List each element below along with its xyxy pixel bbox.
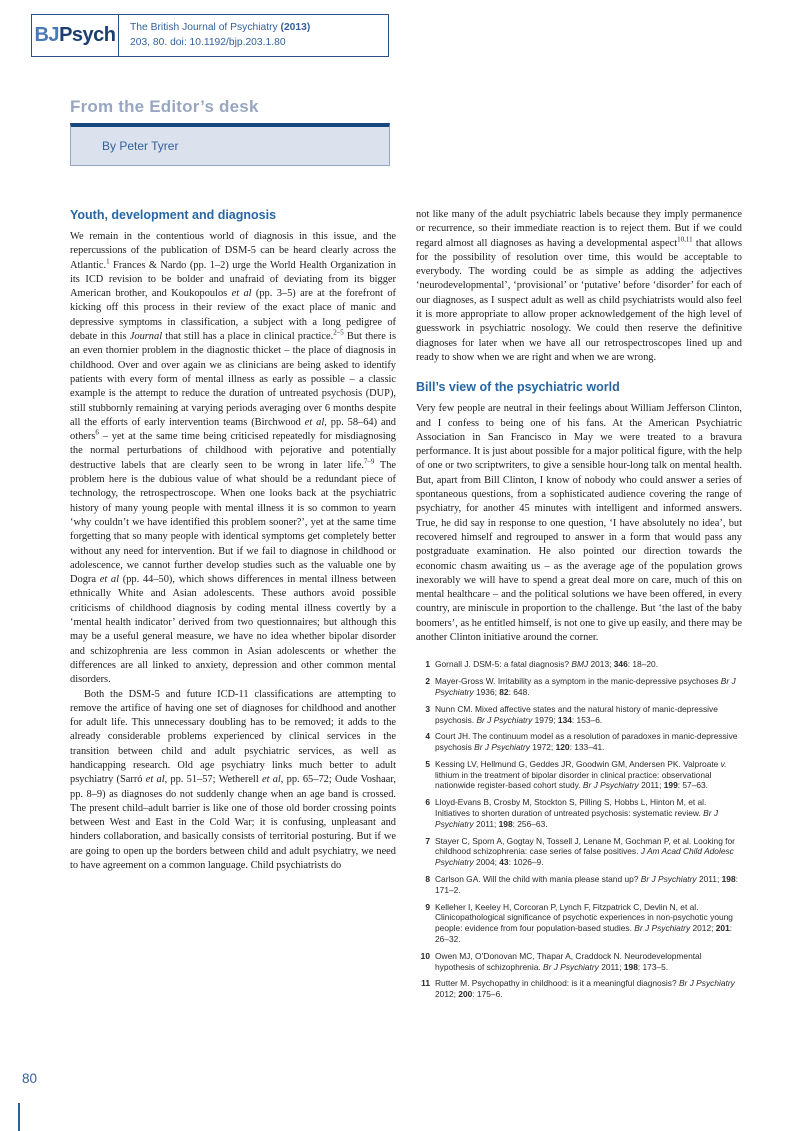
reference-item bbox=[416, 978, 742, 1000]
reference-text: Carlson GA. Will the child with mania please stand up? Br J Psychiatry 2011; 198: 171–2. bbox=[435, 874, 738, 895]
reference-number: 8 bbox=[425, 874, 430, 885]
reference-number: 4 bbox=[425, 731, 430, 742]
section-heading-bill: Bill’s view of the psychiatric world bbox=[416, 380, 620, 395]
reference-number: 7 bbox=[425, 835, 430, 846]
journal-header bbox=[31, 14, 389, 57]
journal-doi-line: 203, 80. doi: 10.1192/bjp.203.1.80 bbox=[130, 37, 286, 48]
reference-number: 6 bbox=[425, 797, 430, 808]
right-column bbox=[416, 208, 742, 1006]
bjpsych-logo bbox=[32, 15, 119, 56]
journal-citation bbox=[119, 15, 388, 56]
reference-text: Nunn CM. Mixed affective states and the natural history of manic-depressive psychosis. Br J Psychiatry 1979; 134: 153–6. bbox=[435, 703, 718, 725]
reference-number: 10 bbox=[420, 950, 430, 961]
page-number: 80 bbox=[22, 1071, 38, 1086]
reference-item bbox=[416, 836, 742, 868]
references-list bbox=[416, 659, 742, 1000]
reference-text: Rutter M. Psychopathy in childhood: is it a meaningful diagnosis? Br J Psychiatry 2012; 200: 175–6. bbox=[435, 978, 735, 1000]
paragraph-bill: Very few people are neutral in their feelings about William Jefferson Clinton, and I confess to being one of his fans. At the American Psychiatric Association in San Francisco in May we were treated to a bravura performance. It is just about possible for a major political figure, with the help of one or two scriptwriters, to give a sensible hour-long talk on mental health. But, apart from Bill Clinton, I know of nobody who could answer a series of spontaneous questions, from a sophisticated audience covering the range of psychiatry, for another 45 minutes with intelligent and informed answers. True, he did say in response to one question, ‘I have absolutely no idea’, but recovered himself and regrouped to answer in a form that would pass any postgraduate examination. He also pointed our direction towards the economic chasm awaiting us – as the average age of the population grows inexorably we will have to spend a great deal more on care, much of this on mental healthcare – and the political solutions we have been offered, in every country, are miniscule in proportion to the challenge. But ‘the last of the baby boomers’, as he entitled himself, is not one to give up easily, and there may be another Clinton initiative around the corner. bbox=[416, 403, 742, 644]
paragraph-youth-2-continued: not like many of the adult psychiatric labels because they imply permanence or recurrence, so their immediate reaction is to reject them. But if we could regard almost all diagnoses as having a developmental aspect$^{10,11}$ that allows for the possibility of resolution over time, this would be acceptable to everybody. The wording could be as simple as adding the adjectives ‘neurodevelopmental’, ‘provisional’ or ‘putative’ before ‘disorder’ for each of our diagnoses, as I suspect adult as well as child psychiatrists would also feel it is more appropriate to allow proper acknowledgement of the high level of guesswork in psychiatric nosology. We could then reserve the definitive diagnoses for later when we have all our retrospectroscopes lined up and ready to show when we are right and when we are wrong. bbox=[416, 209, 742, 363]
byline-box bbox=[70, 123, 390, 166]
reference-item bbox=[416, 902, 742, 945]
article-body bbox=[70, 208, 742, 1006]
reference-text: Court JH. The continuum model as a resolution of paradoxes in manic-depressive psychosis Br J Psychiatry 1972; 120: 133–41. bbox=[435, 731, 738, 753]
reference-item bbox=[416, 731, 742, 753]
reference-text: Lloyd-Evans B, Crosby M, Stockton S, Pilling S, Hobbs L, Hinton M, et al. Initiatives to shorten duration of untreated psychosis: systematic review. Br J Psychiatry 2011; 198: 256–63. bbox=[435, 797, 719, 829]
reference-text: Kessing LV, Hellmund G, Geddes JR, Goodwin GM, Andersen PK. Valproate v. lithium in the treatment of bipolar disorder in clinical practice: observational nationwide register-based cohort study. Br J Psychiatry 2011; 199: 57–63. bbox=[435, 758, 727, 791]
reference-item bbox=[416, 797, 742, 829]
page-title: From the Editor’s desk bbox=[70, 97, 259, 116]
reference-item bbox=[416, 704, 742, 726]
reference-text: Owen MJ, O’Donovan MC, Thapar A, Craddock N. Neurodevelopmental hypothesis of schizophrenia. Br J Psychiatry 2011; 198: 173–5. bbox=[435, 950, 702, 972]
reference-item bbox=[416, 759, 742, 791]
reference-text: Gornall J. DSM-5: a fatal diagnosis? BMJ 2013; 346: 18–20. bbox=[435, 659, 659, 670]
journal-year: (2013) bbox=[280, 22, 311, 33]
reference-number: 9 bbox=[425, 901, 430, 912]
reference-number: 1 bbox=[425, 659, 430, 670]
journal-title-line bbox=[130, 20, 378, 35]
journal-title-text: The British Journal of Psychiatry bbox=[130, 22, 281, 33]
reference-item bbox=[416, 874, 742, 896]
paragraph-youth-2: Both the DSM-5 and future ICD-11 classifications are attempting to remove the artifice of having one set of diagnoses for childhood and another for adult life. This unnecessary doubling has to be removed; it adds to the already considerable problems experienced by clinical services in the transition between child and adult psychiatric services, as well as handicapping research. Old age psychiatry links much better to adult psychiatry (Sarró et al, pp. 51–57; Wetherell et al, pp. 65–72; Oude Voshaar, pp. 8–9) as diagnoses do not suddenly change when an age band is crossed. The present child–adult barrier is like one of those old border crossing points between West and East in the Cold War; it is confusing, unpleasant and hinders collaboration, and basically consists of territorial posturing. But if we are going to open up the borders between child and adult psychiatry, we need to have agreement on a common language. Child psychiatrists do bbox=[70, 688, 396, 872]
left-column bbox=[70, 208, 396, 1006]
reference-item bbox=[416, 951, 742, 973]
byline: By Peter Tyrer bbox=[102, 139, 179, 153]
reference-text: Mayer-Gross W. Irritability as a symptom in the manic-depressive psychoses Br J Psychiatry 1936; 82: 648. bbox=[435, 676, 736, 697]
paragraph-youth-1: We remain in the contentious world of diagnosis in this issue, and the repercussions of the publication of DSM-5 can be heard clearly across the Atlantic.$^1$ Frances & Nardo (pp. 1–2) urge the World Health Organization in its ICD revision to be bolder and unafraid of deviating from its bigger American brother, and Koukopoulos et al (pp. 3–5) are at the forefront of kicking off this process in their review of the exact place of manic and depressive symptoms in classification, a subject with a long pedigree of debate in this Journal that still has a place in clinical practice.$^{2-5}$ But there is an even thornier problem in the diagnostic thicket – the place of diagnosis in childhood. Over and over again we as clinicians are being asked to identify patients with every form of mental illness as early as possible – a classic example is the attempt to reduce the duration of untreated psychosis (DUP), still stubbornly remaining at varying periods averaging over 6 months despite all the efforts of early intervention teams (Birchwood et al, pp. 58–64) and others$^6$ – yet at the same time being criticised repeatedly for misdiagnosing the normal perturbations of childhood with pejorative and potentially destructive labels that are clearly seen to be wrong in later life.$^{7-9}$ The problem here is the dubious value of what should be a redundant piece of technology, the retrospectroscope. When one looks back at the psychiatric history of many young people with mental illness it is so common to yearn ‘why couldn’t we have identified this problem sooner?’, yet at the same time forgetting that so many people with identical symptoms get completely better without any need for intervention. But if we fail to diagnose in childhood or adolescence, we cannot further develop studies such as the valuable one by Dogra et al (pp. 44–50), which shows differences in mental illness between ethnically White and Asian adolescents. These authors avoid possible criticisms of childhood diagnosis by coding mental illness covertly by a ‘mental health indicator’ derived from two questionnaires; but although this may be a useful general measure, we have no idea whether bipolar disorder and schizophrenia are less common in Asian adolescents or whether the differences are all linked to anxiety, depression and other common mental disorders. bbox=[70, 231, 397, 686]
logo-psych-text: Psych bbox=[59, 24, 116, 46]
reference-number: 11 bbox=[421, 978, 430, 989]
logo-bj-text: BJ bbox=[34, 24, 60, 46]
reference-text: Kelleher I, Keeley H, Corcoran P, Lynch F, Fitzpatrick C, Devlin N, et al. Clinicopathological significance of psychotic experiences in non-psychotic young people: evidence from four population-based studies. Br J Psychiatry 2012; 201: 26–32. bbox=[435, 901, 733, 945]
reference-number: 5 bbox=[425, 758, 430, 769]
footer-corner-rule bbox=[18, 1103, 20, 1131]
section-heading-youth: Youth, development and diagnosis bbox=[70, 208, 277, 222]
reference-number: 3 bbox=[425, 703, 430, 714]
reference-number: 2 bbox=[425, 676, 430, 687]
reference-text: Stayer C, Sporn A, Gogtay N, Tossell J, Lenane M, Gochman P, et al. Looking for childhood schizophrenia: case series of false positives. J Am Acad Child Adolesc Psychiatry 2004; 43: 1026–9. bbox=[435, 835, 735, 868]
reference-item bbox=[416, 659, 742, 670]
reference-item bbox=[416, 676, 742, 698]
